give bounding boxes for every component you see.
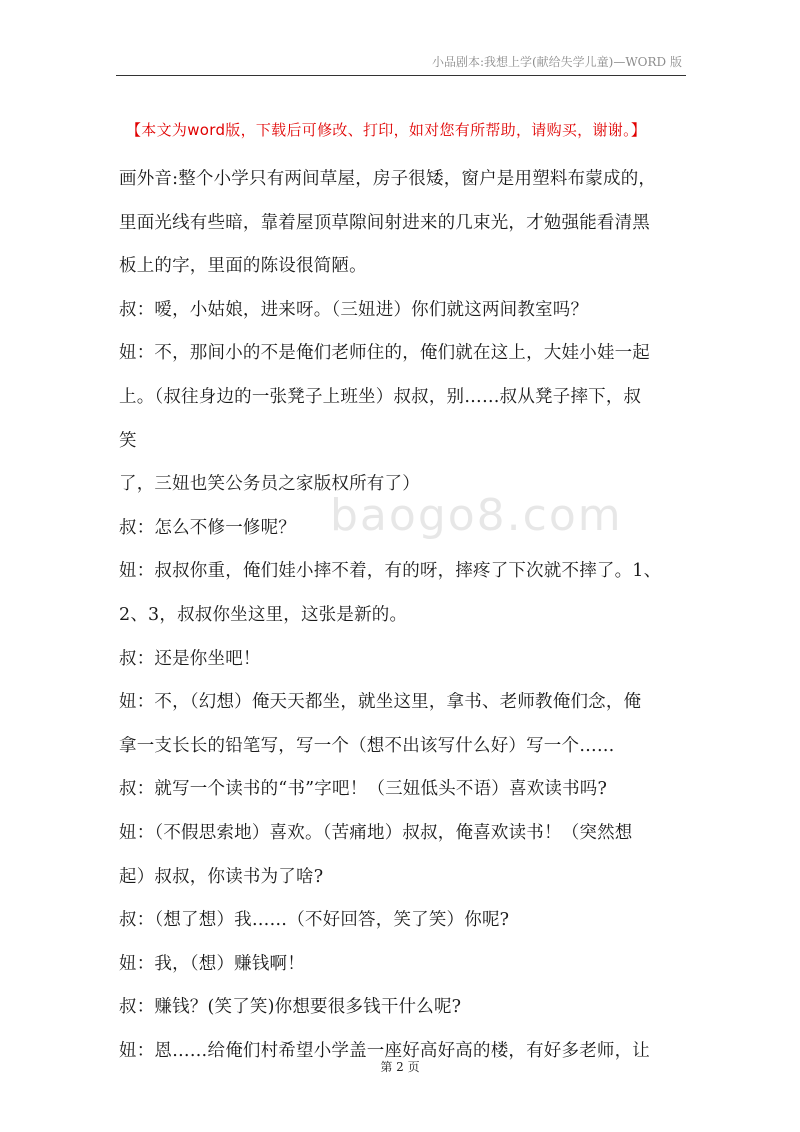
text-line: 妞：叔叔你重，俺们娃小摔不着，有的呀，摔疼了下次就不摔了。1、: [119, 561, 662, 582]
text-line: 笑: [119, 430, 137, 451]
text-line: 2、3，叔叔你坐这里，这张是新的。: [119, 604, 408, 625]
text-line: 里面光线有些暗，靠着屋顶草隙间射进来的几束光，才勉强能看清黑: [119, 212, 650, 233]
text-line: 叔：嗳，小姑娘，进来呀。（三妞进）你们就这两间教室吗？: [119, 299, 589, 320]
header-divider: [116, 75, 686, 76]
text-line: 起）叔叔，你读书为了啥?: [119, 866, 324, 887]
text-line: 叔：怎么不修一修呢？: [119, 517, 296, 538]
text-line: 妞：恩……给俺们村希望小学盖一座好高好高的楼，有好多老师，让: [119, 1040, 650, 1061]
text-line: 了，三妞也笑公务员之家版权所有了）: [119, 474, 420, 495]
text-line: 妞：不，（幻想）俺天天都坐，就坐这里，拿书、老师教俺们念，俺: [119, 692, 642, 713]
text-line: 叔：（想了想）我……（不好回答，笑了笑）你呢?: [119, 910, 510, 931]
header-title: 小品剧本:我想上学(献给失学儿童)—WORD 版: [431, 55, 682, 69]
text-line: 叔：还是你坐吧！: [119, 648, 261, 669]
page-number: 第 2 页: [380, 1060, 420, 1074]
text-line: 叔：就写一个读书的“书”字吧！（三妞低头不语）喜欢读书吗?: [119, 779, 608, 800]
text-line: 画外音:整个小学只有两间草屋，房子很矮，窗户是用塑料布蒙成的，: [119, 169, 657, 189]
document-body: [119, 158, 683, 1073]
text-line: 拿一支长长的铅笔写，写一个（想不出该写什么好）写一个……: [119, 735, 615, 756]
text-line: 妞：我，（想）赚钱啊！: [119, 953, 305, 974]
text-line: 妞：不，那间小的不是俺们老师住的，俺们就在这上，大娃小娃一起: [119, 343, 650, 364]
purchase-notice: 【本文为word版，下载后可修改、打印，如对您有所帮助，请购买，谢谢。】: [126, 121, 647, 139]
text-line: 妞：（不假思索地）喜欢。（苦痛地）叔叔，俺喜欢读书！（突然想: [119, 822, 633, 843]
text-line: 上。（叔往身边的一张凳子上班坐）叔叔，别……叔从凳子摔下，叔: [119, 386, 642, 407]
text-line: 叔：赚钱？(笑了笑)你想要很多钱干什么呢?: [119, 997, 462, 1018]
watermark: baogo8.com: [330, 490, 623, 541]
text-line: 板上的字，里面的陈设很简陋。: [119, 256, 367, 277]
